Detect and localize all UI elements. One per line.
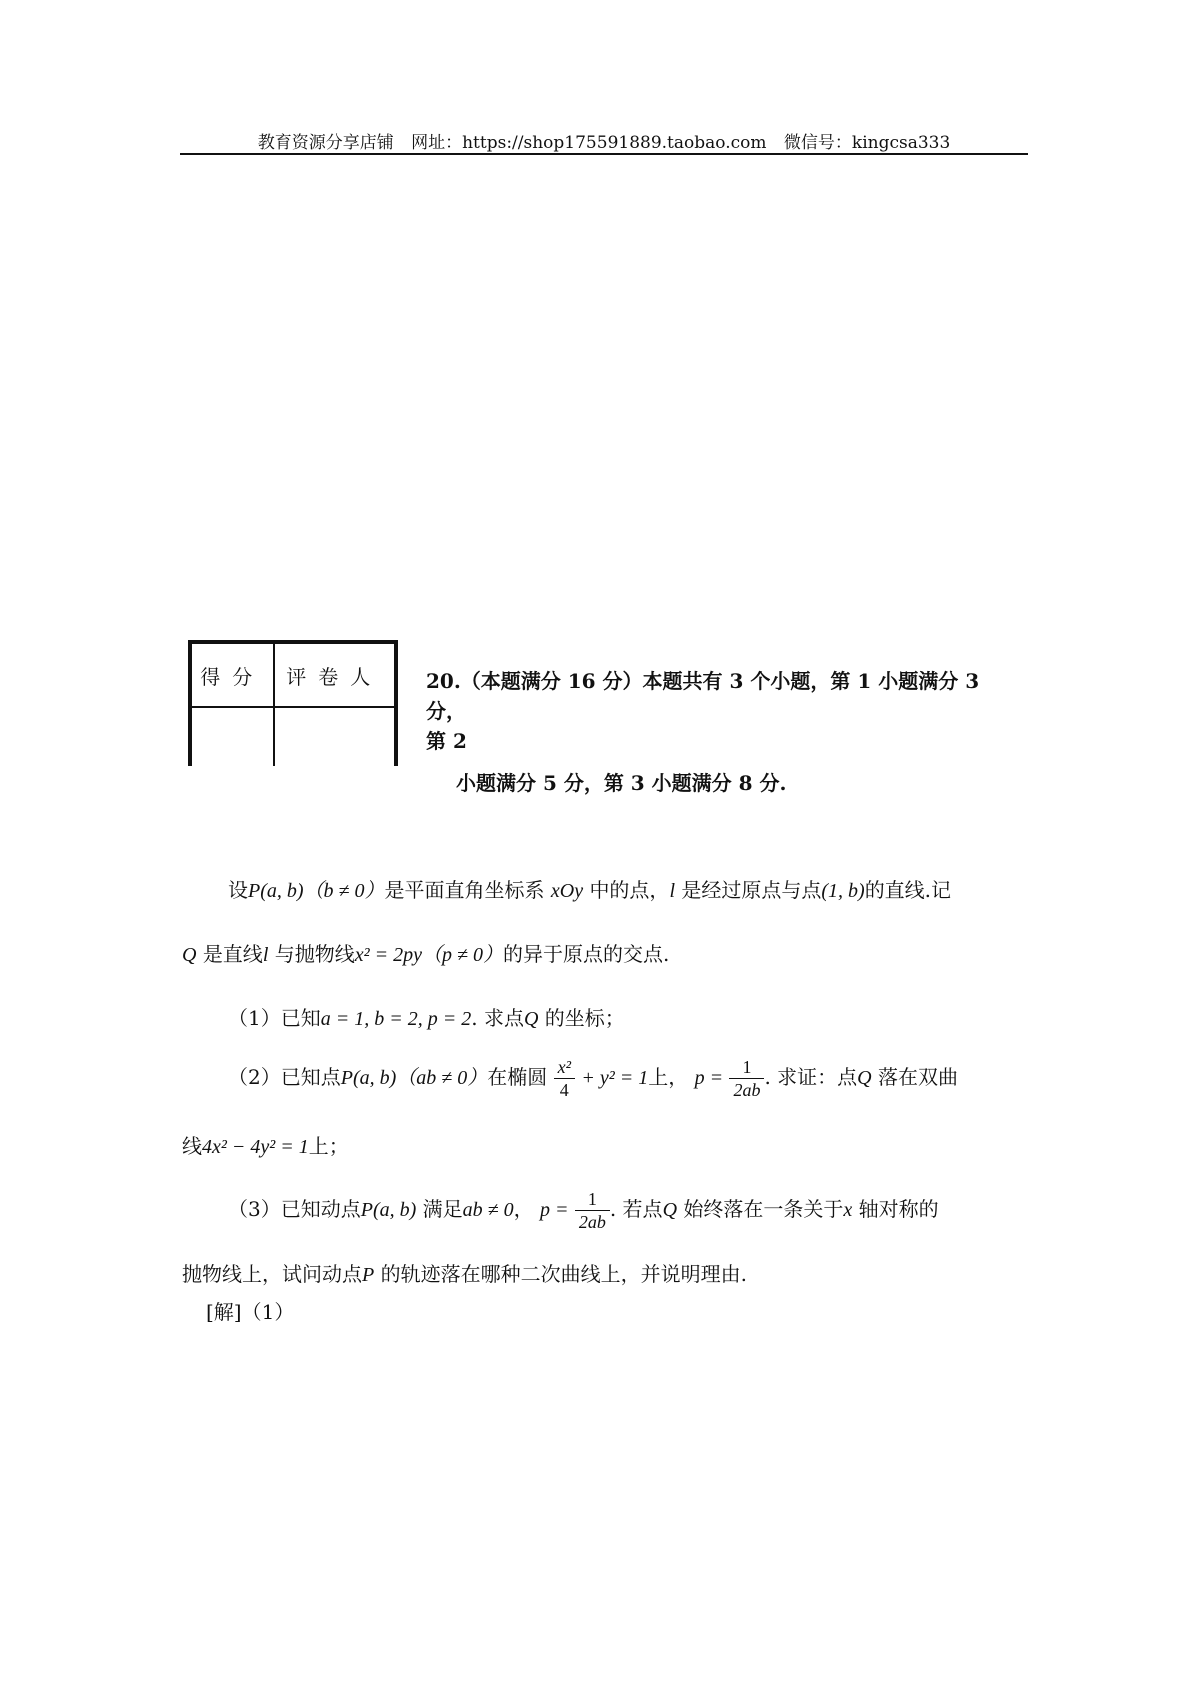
text: 线: [182, 1134, 202, 1158]
question-heading: [426, 666, 1026, 798]
text: 的直线.记: [864, 878, 952, 902]
math: x: [843, 1199, 853, 1221]
math: + y² = 1: [581, 1067, 649, 1089]
math: Q: [523, 1008, 539, 1030]
fraction: [729, 1056, 764, 1101]
math: Q: [857, 1067, 872, 1089]
fraction: [554, 1056, 575, 1101]
heading-line-3: 小题满分 5 分，第 3 小题满分 8 分.: [456, 771, 787, 795]
text: 的轨迹落在哪种二次曲线上，并说明理由.: [380, 1262, 747, 1286]
text: . 求证：点: [764, 1065, 858, 1089]
part-2-line-2: [182, 1130, 349, 1159]
part-1: [228, 1002, 625, 1031]
math: a = 1, b = 2, p = 2: [320, 1008, 472, 1030]
solution-label: [解]（1）: [206, 1300, 295, 1324]
text: 满足: [422, 1197, 463, 1221]
math: x² = 2py（p ≠ 0）: [354, 944, 503, 966]
intro-line-2: [182, 938, 669, 967]
text: 上，: [648, 1065, 689, 1089]
fraction: [575, 1188, 610, 1233]
math: l: [262, 944, 269, 966]
math: 4x² − 4y² = 1: [202, 1136, 309, 1158]
text: （2）已知点: [228, 1065, 341, 1089]
math: l: [669, 880, 675, 902]
text: 始终落在一条关于: [683, 1197, 844, 1221]
math: P(a, b)（b ≠ 0）: [248, 880, 385, 902]
math: P: [362, 1264, 375, 1286]
shop-url: 网址：https://shop175591889.taobao.com: [411, 133, 767, 153]
shop-name: 教育资源分享店铺: [257, 133, 394, 153]
text: 上；: [308, 1134, 349, 1158]
wechat-id: 微信号：kingcsa333: [783, 133, 951, 153]
text: 是平面直角坐标系: [384, 878, 545, 902]
math: xOy: [550, 880, 584, 902]
text: 抛物线上，试问动点: [182, 1262, 362, 1286]
text: 中的点，: [589, 878, 670, 902]
numerator: x²: [554, 1056, 575, 1079]
numerator: 1: [729, 1056, 764, 1079]
math: Q: [662, 1199, 678, 1221]
intro-line-1: [228, 874, 951, 903]
math: P(a, b)（ab ≠ 0）: [340, 1067, 488, 1089]
text: （3）已知动点: [228, 1197, 361, 1221]
math: (1, b): [821, 880, 865, 902]
text: . 若点: [609, 1197, 663, 1221]
page-header: [180, 128, 1028, 153]
math: P(a, b): [360, 1199, 417, 1221]
heading-line-2: 第 2: [426, 729, 467, 753]
text: 设: [228, 878, 248, 902]
text: （1）已知: [228, 1006, 321, 1030]
math: p =: [539, 1199, 569, 1221]
math: Q: [182, 944, 197, 966]
part-3-line-1: [228, 1188, 939, 1233]
grader-header: 评卷人: [274, 642, 396, 707]
text: 轴对称的: [858, 1197, 939, 1221]
score-header: 得分: [190, 642, 274, 707]
denominator: 2ab: [578, 1212, 606, 1232]
score-cell: [190, 707, 274, 766]
text: 是经过原点与点: [681, 878, 822, 902]
text: . 求点: [471, 1006, 524, 1030]
denominator: 2ab: [733, 1080, 761, 1100]
text: 落在双曲: [877, 1065, 958, 1089]
score-table: [188, 640, 398, 766]
text: 在椭圆: [487, 1065, 548, 1089]
text: ，: [513, 1197, 534, 1221]
math: p =: [694, 1067, 724, 1089]
heading-line-1: 20.（本题满分 16 分）本题共有 3 个小题，第 1 小题满分 3 分，: [426, 669, 980, 723]
part-3-line-2: [182, 1258, 747, 1287]
numerator: 1: [575, 1188, 610, 1211]
text: 的异于原点的交点.: [502, 942, 670, 966]
grader-cell: [274, 707, 396, 766]
text: 的坐标；: [544, 1006, 625, 1030]
header-divider: [180, 153, 1028, 155]
text: 与抛物线: [274, 942, 355, 966]
denominator: 4: [559, 1080, 569, 1100]
text: 是直线: [202, 942, 263, 966]
part-2-line-1: [228, 1056, 958, 1101]
math: ab ≠ 0: [462, 1199, 514, 1221]
